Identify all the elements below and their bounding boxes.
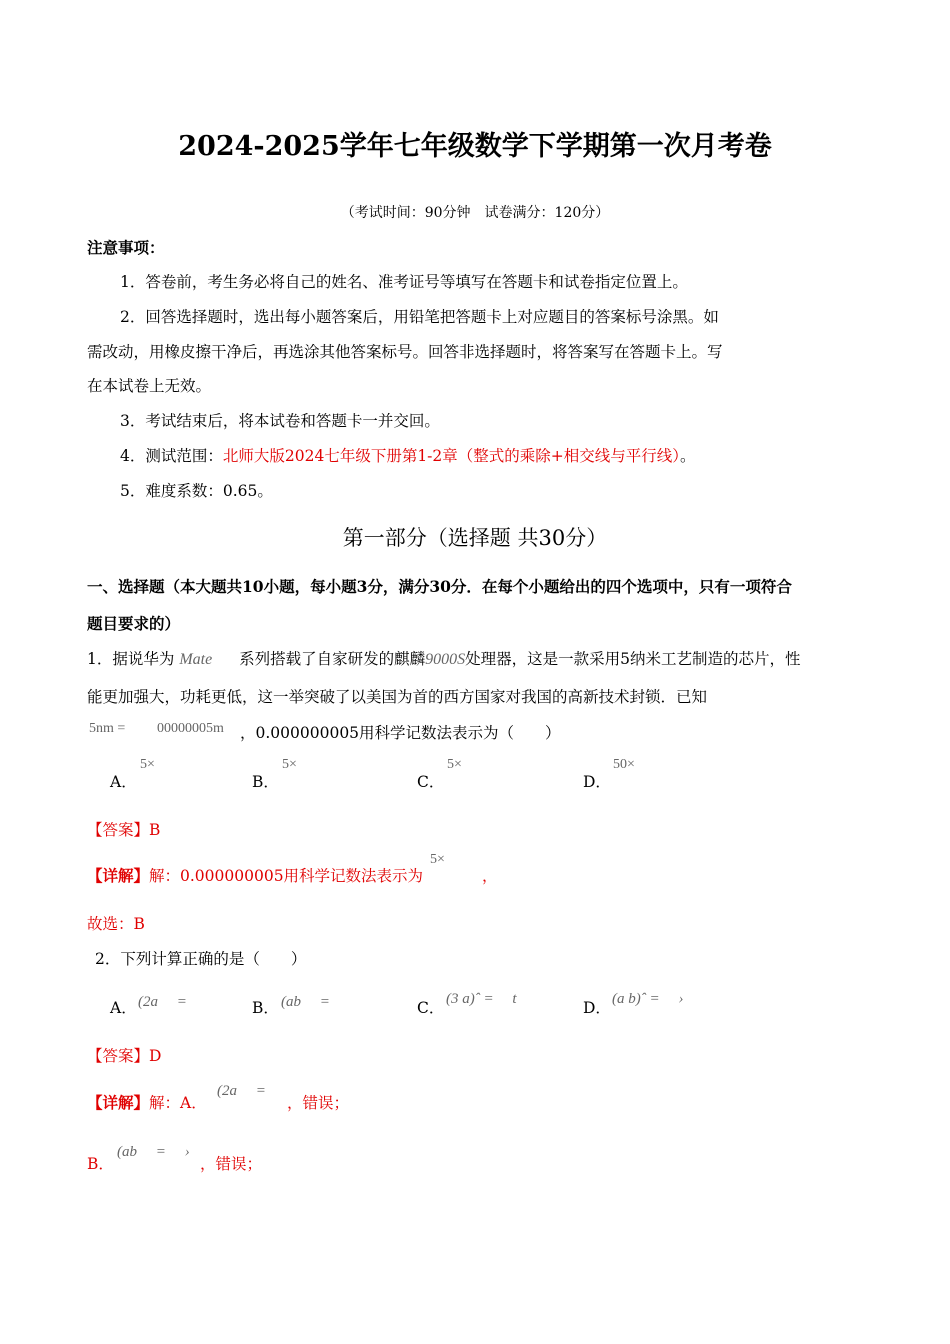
q2-detail-a-text: 解：A． [149, 1094, 207, 1112]
q1-text-c: 处理器，这是一款采用5纳米工艺制造的芯片，性 [465, 650, 801, 668]
option-label: A． [110, 999, 137, 1017]
q2-option-c [417, 996, 444, 1018]
q1-conclusion: 故选：B [87, 915, 145, 933]
q1-option-c-formula: 5× [447, 757, 462, 772]
detail-tag: 【详解】 [87, 866, 150, 885]
option-label: C． [417, 999, 445, 1017]
notice-item-4-prefix: 4．测试范围： [120, 447, 223, 465]
q2-option-a-formula: (2a = [138, 994, 187, 1010]
q2-detail-a [87, 1091, 207, 1113]
q2-answer: 【答案】D [87, 1047, 162, 1065]
section-heading-line-1: 一、选择题（本大题共10小题，每小题3分，满分30分．在每个小题给出的四个选项中，只有一项符合 [87, 577, 792, 596]
q2-detail-b: B． [87, 1155, 114, 1173]
q2-option-c-formula: (3 a)ˆ = t [446, 991, 517, 1007]
notice-item-2-line-2: 需改动，用橡皮擦干净后，再选涂其他答案标号。回答非选择题时，将答案写在答题卡上。写 [87, 343, 723, 361]
q2-detail-a-formula: (2a = [217, 1083, 266, 1099]
option-label: A． [110, 773, 137, 791]
q1-chip-formula: 9000S [425, 651, 466, 668]
q1-option-d [583, 770, 611, 792]
q1-formula-5nm: 5nm = [89, 721, 126, 736]
q1-line-3: ，0.000000005用科学记数法表示为（ ） [240, 724, 561, 742]
detail-tag: 【详解】 [87, 1093, 150, 1112]
q1-mate-formula: Mate [179, 651, 213, 668]
q2-option-b [252, 996, 279, 1018]
notice-item-2-line-1: 2．回答选择题时，选出每小题答案后，用铅笔把答题卡上对应题目的答案标号涂黑。如 [120, 308, 719, 326]
q2-detail-b-end: ，错误； [200, 1155, 263, 1173]
notice-item-2-line-3: 在本试卷上无效。 [87, 377, 212, 395]
q2-option-d [583, 996, 611, 1018]
notice-heading: 注意事项： [87, 238, 165, 257]
q1-option-d-formula: 50× [613, 757, 635, 772]
section-title: 第一部分（选择题 共30分） [342, 526, 608, 550]
section-heading-line-2: 题目要求的） [87, 614, 181, 633]
option-label: B． [252, 999, 279, 1017]
exam-info: （考试时间：90分钟 试卷满分：120分） [340, 205, 610, 221]
notice-item-5: 5．难度系数：0.65。 [120, 482, 273, 500]
q1-formula-value: 00000005m [157, 721, 224, 736]
q2-stem: 2．下列计算正确的是（ ） [95, 950, 307, 968]
q1-line-1 [87, 647, 801, 669]
notice-item-1: 1．答卷前，考生务必将自己的姓名、准考证号等填写在答题卡和试卷指定位置上。 [120, 273, 688, 291]
q1-option-a [110, 770, 137, 792]
q1-option-b-formula: 5× [282, 757, 297, 772]
q1-detail-end: ， [482, 867, 498, 885]
q2-detail-a-end: ，错误； [287, 1094, 350, 1112]
q2-option-d-formula: (a b)ˆ = › [612, 991, 684, 1007]
q1-detail-text: 解：0.000000005用科学记数法表示为 [149, 867, 424, 885]
notice-item-4 [120, 444, 696, 466]
q1-text-a: 1．据说华为 [87, 650, 175, 668]
q1-option-b [252, 770, 279, 792]
q1-answer: 【答案】B [87, 821, 161, 839]
q2-option-b-formula: (ab = [281, 994, 330, 1010]
q1-text-b: 系列搭载了自家研发的麒麟 [239, 650, 426, 668]
page-title: 2024-2025学年七年级数学下学期第一次月考卷 [178, 131, 772, 162]
option-label: B． [252, 773, 279, 791]
notice-item-4-suffix: 。 [680, 447, 696, 465]
q1-detail-formula: 5× [430, 852, 445, 867]
q1-option-c [417, 770, 444, 792]
q1-line-2: 能更加强大，功耗更低，这一举突破了以美国为首的西方国家对我国的高新技术封锁．已知 [87, 688, 708, 706]
option-label: C． [417, 773, 445, 791]
q1-detail [87, 864, 423, 886]
test-range: 北师大版2024七年级下册第1-2章（整式的乘除+相交线与平行线） [222, 447, 681, 465]
notice-item-3: 3．考试结束后，将本试卷和答题卡一并交回。 [120, 412, 440, 430]
option-label: D． [583, 773, 611, 791]
q2-option-a [110, 996, 137, 1018]
option-label: D． [583, 999, 611, 1017]
q2-detail-b-formula: (ab = › [117, 1144, 190, 1160]
q1-option-a-formula: 5× [140, 757, 155, 772]
